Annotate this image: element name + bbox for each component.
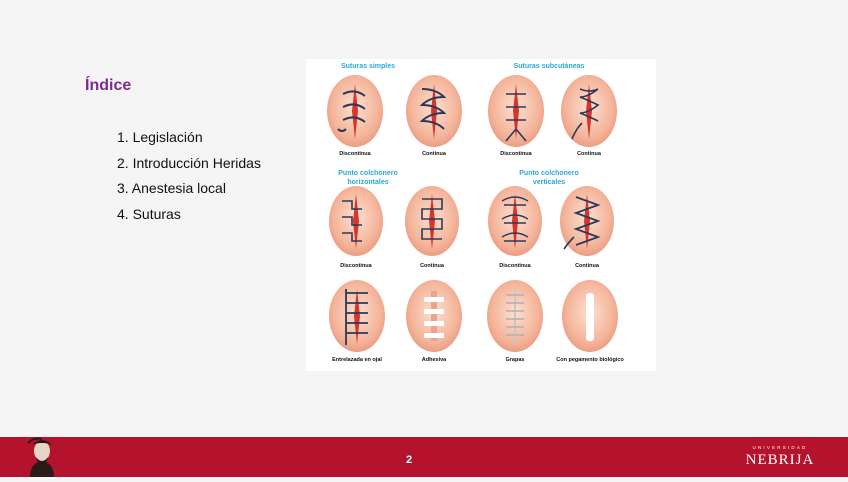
- agenda-item: 4. Suturas: [117, 205, 181, 222]
- suture-r2c1: [329, 186, 383, 256]
- label-r2c3: Discontinua: [499, 263, 531, 269]
- label-r1c3: Discontinua: [500, 151, 532, 157]
- logo-nebrija-text: NEBRIJA: [745, 452, 815, 468]
- suture-r2c3: [488, 186, 542, 256]
- suture-r1c2: [406, 75, 462, 147]
- agenda-item: 1. Legislación: [117, 129, 203, 145]
- label-r3c4: Con pegamento biológico: [556, 357, 624, 363]
- label-r3c1: Entrelazada en ojal: [332, 357, 382, 363]
- suture-r3c1: [329, 280, 385, 352]
- suture-r3c4: [562, 280, 618, 352]
- label-r3c2: Adhesiva: [421, 357, 447, 363]
- header-horizontal-2: horizontales: [347, 179, 389, 186]
- agenda-list: [117, 129, 261, 231]
- suture-r2c2: [405, 186, 459, 256]
- suture-r1c3: [488, 75, 544, 147]
- suture-r3c3: [487, 280, 543, 352]
- suture-r1c1: [327, 75, 383, 147]
- label-r2c2: Continua: [420, 263, 444, 269]
- slide-title: Índice: [85, 77, 132, 94]
- nebrija-bust-icon: [24, 437, 60, 477]
- header-vertical-1: Punto colchonero: [519, 170, 579, 177]
- label-r1c2: Continua: [422, 151, 446, 157]
- page-number: 2: [405, 454, 413, 466]
- agenda-item: 2. Introducción Heridas: [117, 154, 261, 171]
- header-vertical-2: verticales: [532, 179, 566, 186]
- logo-university-text: UNIVERSIDAD: [752, 445, 808, 450]
- label-r3c3: Grapas: [505, 357, 525, 363]
- header-subcutaneous: Suturas subcutáneas: [513, 63, 585, 70]
- label-r1c4: Continua: [577, 151, 601, 157]
- header-simple: Suturas simples: [340, 63, 396, 70]
- label-r2c1: Discontinua: [340, 263, 372, 269]
- suture-r2c4: [560, 186, 614, 256]
- header-horizontal-1: Punto colchonero: [338, 170, 398, 177]
- label-r1c1: Discontinua: [339, 151, 371, 157]
- footer-bar: [0, 437, 848, 477]
- nebrija-logo: [740, 445, 820, 473]
- sutures-diagram: [306, 59, 656, 371]
- suture-r1c4: [561, 75, 617, 147]
- agenda-item: 3. Anestesia local: [117, 180, 226, 196]
- label-r2c4: Continua: [575, 263, 599, 269]
- sutures-illustration: [306, 59, 656, 371]
- suture-r3c2: [406, 280, 462, 352]
